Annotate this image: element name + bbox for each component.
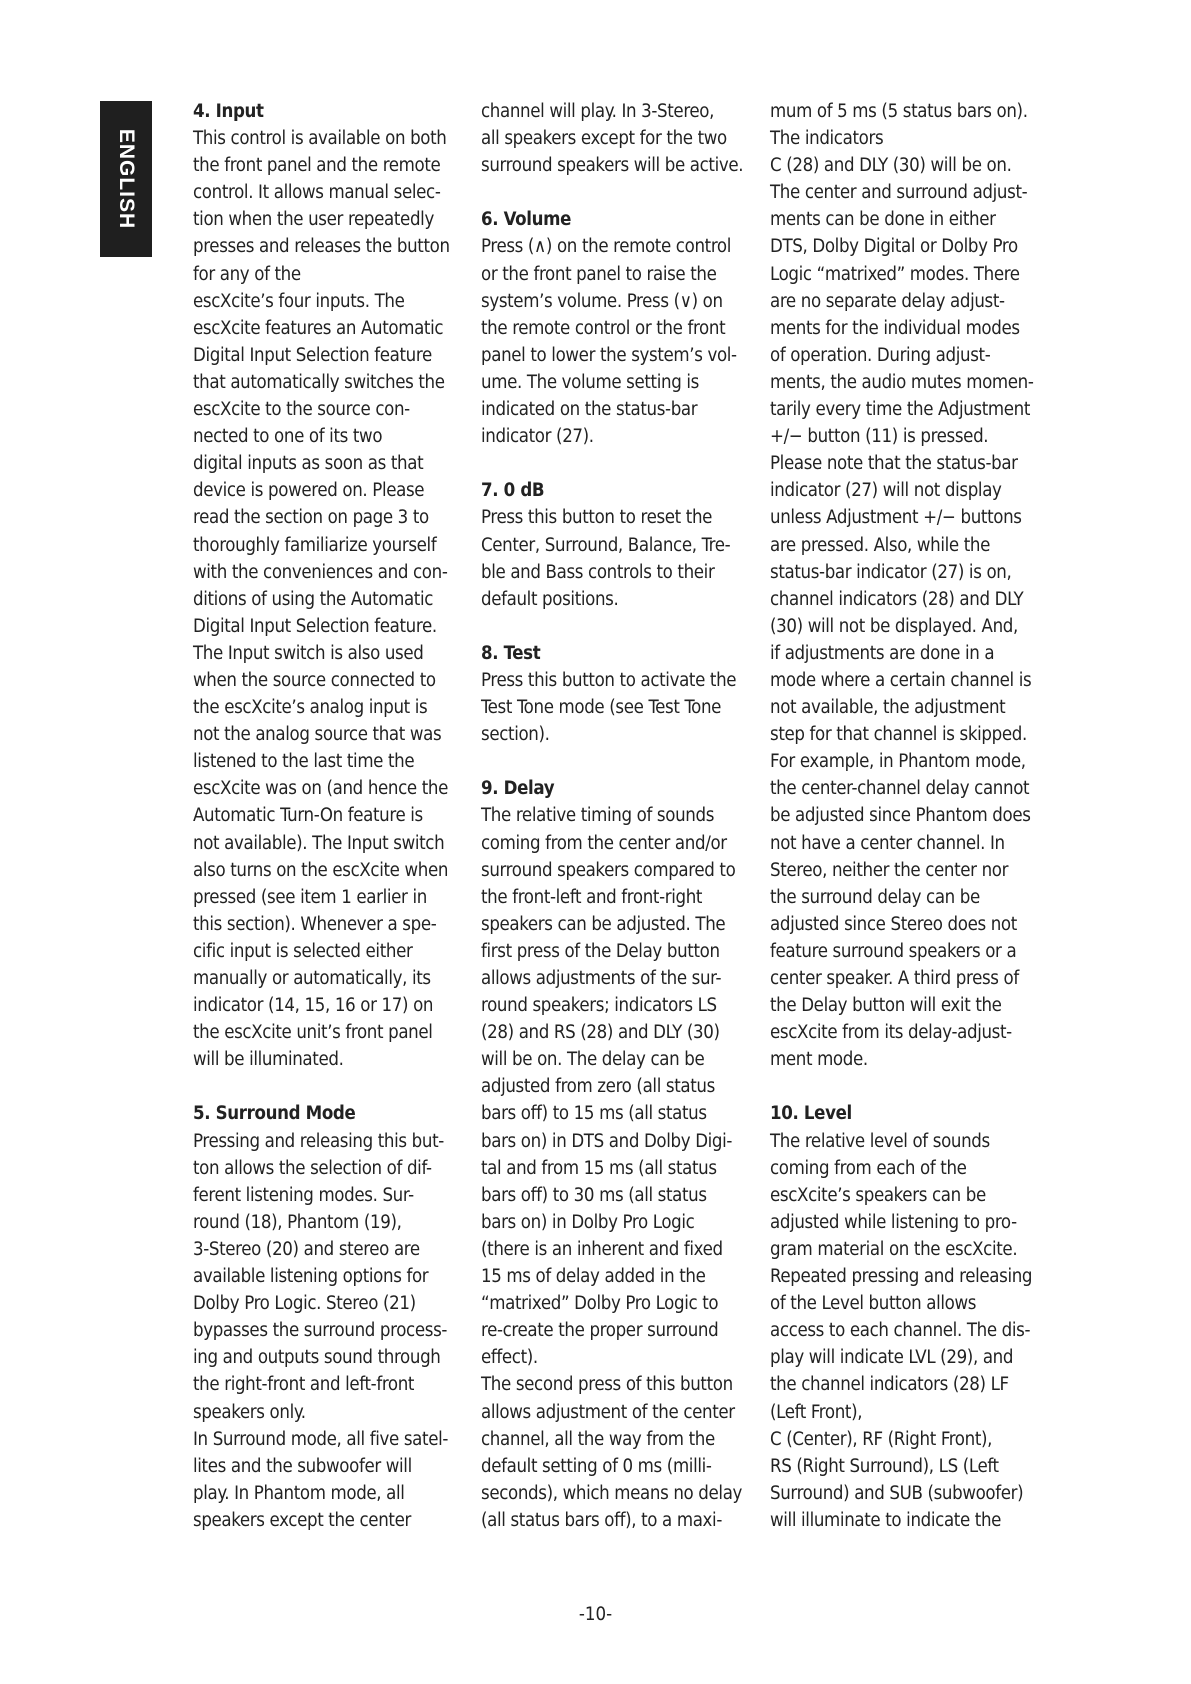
- text-line: ton allows the selection of dif-: [193, 1157, 432, 1179]
- section-body-delay: [481, 802, 746, 1534]
- text-line: all speakers except for the two: [481, 128, 727, 150]
- text-line: The relative timing of sounds: [481, 805, 715, 827]
- text-line: play. In Phantom mode, all: [193, 1482, 405, 1504]
- text-line: Repeated pressing and releasing: [770, 1266, 1033, 1288]
- column-1: [193, 98, 458, 1534]
- text-line: escXcite from its delay-adjust-: [770, 1022, 1012, 1044]
- section-body-test: [481, 667, 746, 748]
- section-title-surround-mode: 5. Surround Mode: [193, 1103, 356, 1125]
- text-line: the front-left and front-right: [481, 886, 703, 908]
- text-line: (Left Front),: [770, 1401, 863, 1423]
- text-line: tal and from 15 ms (all status: [481, 1157, 717, 1179]
- text-line: gram material on the escXcite.: [770, 1238, 1018, 1260]
- text-line: the surround delay can be: [770, 886, 980, 908]
- text-line: 3-Stereo (20) and stereo are: [193, 1238, 420, 1260]
- text-line: In Surround mode, all five satel-: [193, 1428, 449, 1450]
- text-line: effect).: [481, 1347, 538, 1369]
- text-line: bars on) in Dolby Pro Logic: [481, 1211, 695, 1233]
- text-line: ments for the individual modes: [770, 317, 1020, 339]
- text-line: presses and releases the button: [193, 236, 450, 258]
- text-line: bars off) to 15 ms (all status: [481, 1103, 707, 1125]
- section-body-surround-mode: [193, 1128, 458, 1534]
- text-line: Logic “matrixed” modes. There: [770, 263, 1020, 285]
- text-line: For example, in Phantom mode,: [770, 751, 1026, 773]
- text-line: C (Center), RF (Right Front),: [770, 1428, 993, 1450]
- section-body-0db: [481, 504, 746, 612]
- text-line: nected to one of its two: [193, 426, 383, 448]
- text-line: escXcite to the source con-: [193, 399, 410, 421]
- text-line: bars on) in DTS and Dolby Digi-: [481, 1130, 733, 1152]
- text-line: seconds), which means no delay: [481, 1482, 743, 1504]
- text-line: (there is an inherent and fixed: [481, 1238, 723, 1260]
- text-line: the right-front and left-front: [193, 1374, 415, 1396]
- text-line: The indicators: [770, 128, 884, 150]
- text-line: access to each channel. The dis-: [770, 1320, 1031, 1342]
- text-line: +/− button (11) is pressed.: [770, 426, 989, 448]
- text-line: Automatic Turn-On feature is: [193, 805, 423, 827]
- text-line: the escXcite unit’s front panel: [193, 1022, 433, 1044]
- text-line: control. It allows manual selec-: [193, 182, 441, 204]
- section-body-input: [193, 125, 458, 1073]
- text-line: 15 ms of delay added in the: [481, 1266, 706, 1288]
- text-line: indicator (27) will not display: [770, 480, 1002, 502]
- text-line: the escXcite’s analog input is: [193, 697, 428, 719]
- text-line: Dolby Pro Logic. Stereo (21): [193, 1293, 416, 1315]
- text-line: ferent listening modes. Sur-: [193, 1184, 414, 1206]
- text-line: (30) will not be displayed. And,: [770, 615, 1018, 637]
- text-line: (all status bars off), to a maxi-: [481, 1509, 722, 1531]
- text-line: surround speakers will be active.: [481, 155, 744, 177]
- text-line: Test Tone mode (see Test Tone: [481, 697, 722, 719]
- text-line: digital inputs as soon as that: [193, 453, 424, 475]
- text-line: speakers can be adjusted. The: [481, 913, 726, 935]
- text-line: this section). Whenever a spe-: [193, 913, 437, 935]
- text-line: not available). The Input switch: [193, 832, 445, 854]
- text-line: will be illuminated.: [193, 1049, 344, 1071]
- text-line: The Input switch is also used: [193, 642, 424, 664]
- text-line: the front panel and the remote: [193, 155, 441, 177]
- text-line: The second press of this button: [481, 1374, 733, 1396]
- text-line: cific input is selected either: [193, 940, 413, 962]
- text-line: ble and Bass controls to their: [481, 561, 715, 583]
- text-line: the remote control or the front: [481, 317, 726, 339]
- text-line: or the front panel to raise the: [481, 263, 717, 285]
- text-line: Digital Input Selection feature: [193, 344, 432, 366]
- text-line: of the Level button allows: [770, 1293, 977, 1315]
- text-line: step for that channel is skipped.: [770, 724, 1027, 746]
- language-tab: [100, 101, 152, 257]
- text-line: not available, the adjustment: [770, 697, 1006, 719]
- text-line: bars off) to 30 ms (all status: [481, 1184, 707, 1206]
- text-line: This control is available on both: [193, 128, 447, 150]
- text-line: ments, the audio mutes momen-: [770, 371, 1034, 393]
- text-line: thoroughly familiarize yourself: [193, 534, 437, 556]
- text-line: the Delay button will exit the: [770, 995, 1002, 1017]
- text-line: will be on. The delay can be: [481, 1049, 705, 1071]
- text-line: with the conveniences and con-: [193, 561, 448, 583]
- text-line: adjusted while listening to pro-: [770, 1211, 1017, 1233]
- text-line: manually or automatically, its: [193, 968, 431, 989]
- section-body-surround-mode-continued: [481, 98, 746, 179]
- text-line: ditions of using the Automatic: [193, 588, 434, 610]
- text-line: indicated on the status-bar: [481, 399, 698, 421]
- text-line: Surround) and SUB (subwoofer): [770, 1482, 1024, 1504]
- text-line: mode where a certain channel is: [770, 669, 1032, 691]
- text-line: section).: [481, 724, 550, 746]
- text-line: device is powered on. Please: [193, 480, 425, 502]
- text-line: “matrixed” Dolby Pro Logic to: [481, 1293, 719, 1315]
- text-line: default setting of 0 ms (milli-: [481, 1455, 712, 1477]
- text-line: escXcite’s speakers can be: [770, 1184, 986, 1206]
- text-line: mum of 5 ms (5 status bars on).: [770, 101, 1028, 122]
- section-body-level: [770, 1128, 1035, 1534]
- text-line: channel indicators (28) and DLY: [770, 588, 1024, 610]
- text-line: ing and outputs sound through: [193, 1347, 441, 1369]
- text-line: re-create the proper surround: [481, 1320, 719, 1342]
- text-line: The relative level of sounds: [770, 1130, 990, 1152]
- text-line: escXcite’s four inputs. The: [193, 290, 405, 312]
- text-line: round speakers; indicators LS: [481, 995, 717, 1017]
- text-line: for any of the: [193, 263, 301, 285]
- text-line: coming from the center and/or: [481, 832, 727, 854]
- text-line: indicator (27).: [481, 426, 594, 448]
- text-line: not have a center channel. In: [770, 832, 1005, 854]
- section-body-delay-continued: [770, 98, 1035, 1073]
- section-body-volume: [481, 233, 746, 450]
- section-title-test: 8. Test: [481, 642, 541, 664]
- text-line: are no separate delay adjust-: [770, 290, 1005, 312]
- text-line: if adjustments are done in a: [770, 642, 995, 664]
- text-line: Press this button to activate the: [481, 669, 737, 691]
- text-line: round (18), Phantom (19),: [193, 1211, 402, 1233]
- text-line: Please note that the status-bar: [770, 453, 1018, 475]
- text-line: indicator (14, 15, 16 or 17) on: [193, 995, 434, 1017]
- text-line: center speaker. A third press of: [770, 968, 1019, 989]
- text-line: be adjusted since Phantom does: [770, 805, 1031, 827]
- text-line: DTS, Dolby Digital or Dolby Pro: [770, 236, 1018, 258]
- text-line: The center and surround adjust-: [770, 182, 1028, 204]
- text-line: Press (∧) on the remote control: [481, 236, 732, 258]
- text-line: tarily every time the Adjustment: [770, 399, 1031, 421]
- text-line: bypasses the surround process-: [193, 1320, 448, 1342]
- text-line: Press this button to reset the: [481, 507, 713, 529]
- text-line: speakers except the center: [193, 1509, 411, 1531]
- text-line: also turns on the escXcite when: [193, 859, 449, 881]
- text-line: read the section on page 3 to: [193, 507, 429, 529]
- text-line: of operation. During adjust-: [770, 344, 991, 366]
- text-line: available listening options for: [193, 1266, 429, 1288]
- section-title-delay: 9. Delay: [481, 778, 555, 800]
- section-title-0db: 7. 0 dB: [481, 480, 545, 502]
- text-line: allows adjustment of the center: [481, 1401, 735, 1423]
- text-line: the center-channel delay cannot: [770, 778, 1030, 800]
- text-line: channel, all the way from the: [481, 1428, 715, 1450]
- text-line: will illuminate to indicate the: [770, 1509, 1002, 1531]
- column-3: [770, 98, 1035, 1534]
- text-line: (28) and RS (28) and DLY (30): [481, 1022, 720, 1044]
- section-title-volume: 6. Volume: [481, 209, 572, 231]
- text-line: RS (Right Surround), LS (Left: [770, 1455, 999, 1477]
- text-line: not the analog source that was: [193, 724, 442, 746]
- text-line: ment mode.: [770, 1049, 868, 1071]
- text-line: Digital Input Selection feature.: [193, 615, 437, 637]
- text-line: first press of the Delay button: [481, 940, 720, 962]
- text-line: panel to lower the system’s vol-: [481, 344, 737, 366]
- text-line: speakers only.: [193, 1401, 306, 1423]
- language-label: ENGLISH: [115, 128, 138, 230]
- text-line: adjusted from zero (all status: [481, 1076, 715, 1098]
- text-line: Center, Surround, Balance, Tre-: [481, 534, 731, 556]
- text-line: C (28) and DLY (30) will be on.: [770, 155, 1012, 177]
- text-line: are pressed. Also, while the: [770, 534, 991, 556]
- text-line: the channel indicators (28) LF: [770, 1374, 1009, 1396]
- text-line: status-bar indicator (27) is on,: [770, 561, 1012, 583]
- section-title-level: 10. Level: [770, 1103, 852, 1125]
- text-line: ments can be done in either: [770, 209, 996, 231]
- text-line: Stereo, neither the center nor: [770, 859, 1009, 881]
- text-line: play will indicate LVL (29), and: [770, 1347, 1014, 1369]
- text-line: feature surround speakers or a: [770, 940, 1017, 962]
- text-line: Pressing and releasing this but-: [193, 1130, 444, 1152]
- text-line: system’s volume. Press (∨) on: [481, 290, 723, 312]
- text-line: coming from each of the: [770, 1157, 967, 1179]
- text-line: lites and the subwoofer will: [193, 1455, 412, 1477]
- text-line: channel will play. In 3-Stereo,: [481, 101, 715, 122]
- text-line: unless Adjustment +/− buttons: [770, 507, 1022, 529]
- text-line: listened to the last time the: [193, 751, 415, 773]
- text-line: ume. The volume setting is: [481, 371, 699, 393]
- text-line: escXcite features an Automatic: [193, 317, 444, 339]
- section-title-input: 4. Input: [193, 101, 264, 122]
- column-2: [481, 98, 746, 1534]
- text-line: default positions.: [481, 588, 619, 610]
- text-line: when the source connected to: [193, 669, 436, 691]
- text-line: surround speakers compared to: [481, 859, 736, 881]
- text-line: that automatically switches the: [193, 371, 445, 393]
- text-line: allows adjustments of the sur-: [481, 968, 722, 989]
- page-number: -10-: [578, 1604, 613, 1625]
- text-line: tion when the user repeatedly: [193, 209, 434, 231]
- text-line: pressed (see item 1 earlier in: [193, 886, 427, 908]
- text-line: escXcite was on (and hence the: [193, 778, 449, 800]
- text-line: adjusted since Stereo does not: [770, 913, 1017, 935]
